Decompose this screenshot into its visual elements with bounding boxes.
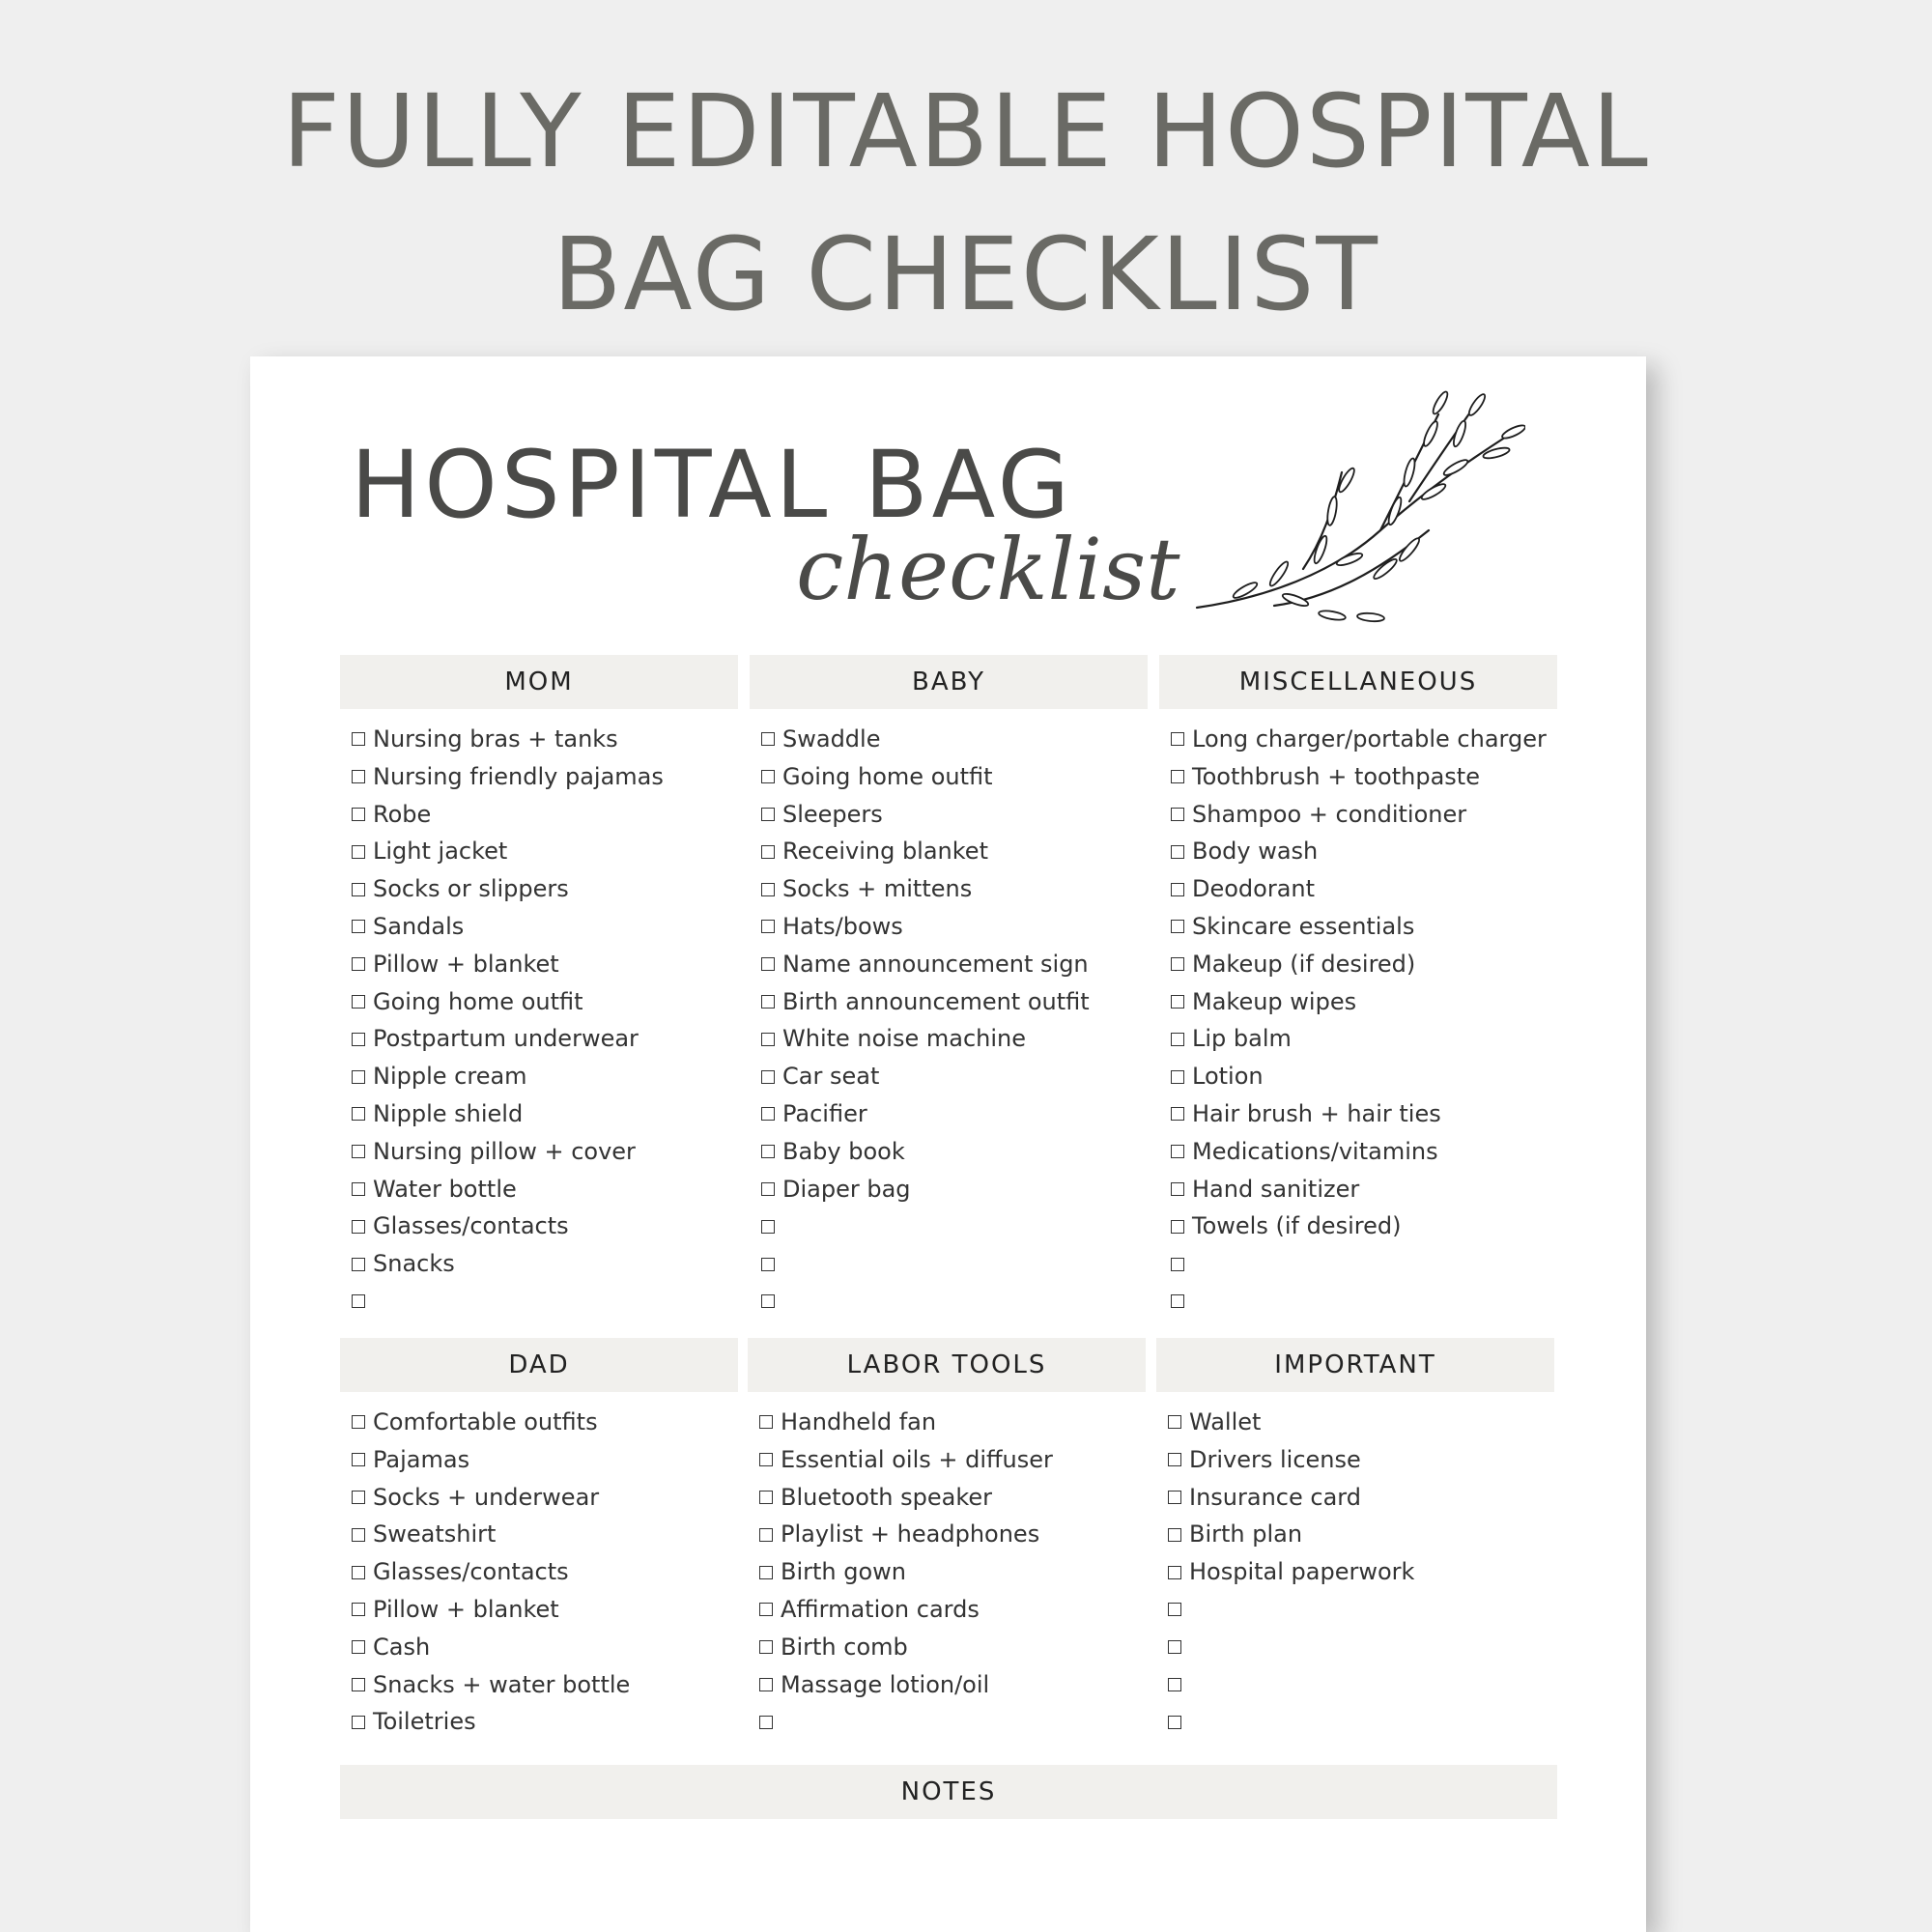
checkbox-icon[interactable] [1168, 1415, 1181, 1429]
section-labor-tools [748, 1338, 1146, 1741]
list-item[interactable] [761, 1208, 1148, 1245]
item-label: Medications/vitamins [1192, 1137, 1438, 1165]
list-item[interactable] [761, 833, 1148, 870]
list-item[interactable] [761, 1095, 1148, 1133]
item-label: Bluetooth speaker [781, 1483, 993, 1511]
item-label: Pajamas [373, 1445, 470, 1473]
list-item[interactable] [761, 796, 1148, 834]
checkbox-icon[interactable] [1171, 808, 1184, 821]
checkbox-icon[interactable] [352, 1294, 365, 1308]
checkbox-icon[interactable] [761, 1182, 775, 1196]
list-item[interactable] [1171, 1283, 1557, 1321]
list-item[interactable] [761, 983, 1148, 1021]
item-label: Socks + underwear [373, 1483, 600, 1511]
item-label: Wallet [1189, 1408, 1262, 1435]
list-item[interactable] [352, 1283, 738, 1321]
checkbox-icon[interactable] [759, 1491, 773, 1504]
list-item[interactable] [1171, 796, 1557, 834]
item-label: Glasses/contacts [373, 1558, 569, 1586]
item-label: Long charger/portable charger [1192, 725, 1547, 753]
item-label: Affirmation cards [781, 1595, 980, 1623]
checkbox-icon[interactable] [352, 1415, 365, 1429]
list-item[interactable] [761, 870, 1148, 908]
checkbox-icon[interactable] [1168, 1453, 1181, 1466]
checkbox-icon[interactable] [761, 1070, 775, 1084]
list-item[interactable] [761, 908, 1148, 946]
checkbox-icon[interactable] [352, 1716, 365, 1729]
item-label: Massage lotion/oil [781, 1670, 990, 1698]
section-mom [340, 655, 738, 1321]
item-label: Glasses/contacts [373, 1212, 569, 1240]
item-label: Birth gown [781, 1558, 907, 1586]
checkbox-icon[interactable] [352, 995, 365, 1009]
list-item[interactable] [761, 1133, 1148, 1171]
item-label: Baby book [782, 1137, 905, 1165]
item-label: Snacks + water bottle [373, 1670, 631, 1698]
list-item[interactable] [1171, 983, 1557, 1021]
item-label: Postpartum underwear [373, 1025, 639, 1053]
list-item[interactable] [1168, 1666, 1554, 1704]
list-item[interactable] [1171, 833, 1557, 870]
item-label: Nipple shield [373, 1099, 524, 1127]
item-label: Socks + mittens [782, 875, 973, 903]
list-item[interactable] [1171, 1020, 1557, 1058]
item-label: Birth announcement outfit [782, 987, 1090, 1015]
item-label: Comfortable outfits [373, 1408, 598, 1435]
list-item[interactable] [352, 833, 738, 870]
checklist-sheet [250, 356, 1646, 1932]
item-label: Playlist + headphones [781, 1520, 1040, 1548]
item-label: Going home outfit [782, 762, 993, 790]
checkbox-icon[interactable] [761, 1294, 775, 1308]
list-item[interactable] [759, 1441, 1146, 1479]
checkbox-icon[interactable] [761, 995, 775, 1009]
item-label: Toothbrush + toothpaste [1192, 762, 1480, 790]
list-item[interactable] [759, 1666, 1146, 1704]
section-header-baby: BABY [750, 655, 1148, 709]
checkbox-icon[interactable] [761, 1220, 775, 1234]
list-item[interactable] [1171, 908, 1557, 946]
list-item[interactable] [759, 1516, 1146, 1553]
checkbox-icon[interactable] [352, 808, 365, 821]
checkbox-icon[interactable] [761, 957, 775, 971]
item-label: Lip balm [1192, 1025, 1292, 1053]
list-item[interactable] [759, 1404, 1146, 1441]
list-item[interactable] [352, 1245, 738, 1283]
list-item[interactable] [352, 1095, 738, 1133]
list-item[interactable] [352, 1666, 738, 1704]
checkbox-icon[interactable] [761, 732, 775, 746]
checkbox-icon[interactable] [352, 957, 365, 971]
checkbox-icon[interactable] [1168, 1566, 1181, 1579]
checkbox-icon[interactable] [761, 883, 775, 896]
list-item[interactable] [761, 946, 1148, 983]
list-item[interactable] [1168, 1553, 1554, 1591]
item-label: Hospital paperwork [1189, 1558, 1415, 1586]
item-label: Lotion [1192, 1063, 1264, 1091]
list-item[interactable] [352, 1133, 738, 1171]
section-miscellaneous [1159, 655, 1557, 1321]
item-label: Makeup (if desired) [1192, 950, 1416, 978]
checkbox-icon[interactable] [761, 770, 775, 783]
checkbox-icon[interactable] [352, 1145, 365, 1158]
checkbox-icon[interactable] [761, 1033, 775, 1046]
checkbox-icon[interactable] [759, 1603, 773, 1616]
list-item[interactable] [1171, 758, 1557, 796]
checkbox-icon[interactable] [352, 1491, 365, 1504]
promo-heading [0, 60, 1932, 346]
checkbox-icon[interactable] [761, 920, 775, 933]
checklist-important [1156, 1392, 1554, 1741]
promo-heading-line-2: BAG CHECKLIST [553, 215, 1379, 333]
item-label: Water bottle [373, 1175, 517, 1203]
item-label: Insurance card [1189, 1483, 1361, 1511]
item-label: Pillow + blanket [373, 950, 559, 978]
checkbox-icon[interactable] [1171, 1294, 1184, 1308]
item-label: Pillow + blanket [373, 1595, 559, 1623]
list-item[interactable] [352, 1171, 738, 1208]
list-item[interactable] [352, 721, 738, 758]
promo-heading-line-1: FULLY EDITABLE HOSPITAL [282, 72, 1650, 190]
list-item[interactable] [761, 1283, 1148, 1321]
item-label: Shampoo + conditioner [1192, 800, 1467, 828]
list-item[interactable] [352, 758, 738, 796]
list-item[interactable] [352, 1020, 738, 1058]
section-header-notes: NOTES [340, 1765, 1557, 1819]
list-item[interactable] [1168, 1591, 1554, 1629]
list-item[interactable] [1168, 1516, 1554, 1553]
checkbox-icon[interactable] [759, 1678, 773, 1691]
checkbox-icon[interactable] [352, 1453, 365, 1466]
item-label: Nipple cream [373, 1063, 527, 1091]
item-label: Snacks [373, 1250, 455, 1278]
checkbox-icon[interactable] [761, 808, 775, 821]
section-header-dad: DAD [340, 1338, 738, 1392]
item-label: Deodorant [1192, 875, 1316, 903]
section-important [1156, 1338, 1554, 1741]
checkbox-icon[interactable] [1171, 1145, 1184, 1158]
checkbox-icon[interactable] [352, 920, 365, 933]
section-baby [750, 655, 1148, 1321]
item-label: Birth comb [781, 1633, 908, 1661]
checklist-miscellaneous [1159, 709, 1557, 1321]
checkbox-icon[interactable] [1171, 957, 1184, 971]
item-label: Toiletries [373, 1708, 476, 1736]
list-item[interactable] [761, 1171, 1148, 1208]
checklist-baby [750, 709, 1148, 1321]
checkbox-icon[interactable] [1168, 1491, 1181, 1504]
list-item[interactable] [352, 1058, 738, 1095]
checkbox-icon[interactable] [759, 1453, 773, 1466]
item-label: White noise machine [782, 1025, 1027, 1053]
item-label: Nursing bras + tanks [373, 725, 618, 753]
sheet-subtitle: checklist [796, 520, 1180, 619]
item-label: Cash [373, 1633, 431, 1661]
checkbox-icon[interactable] [1171, 995, 1184, 1009]
item-label: Light jacket [373, 838, 508, 866]
checkbox-icon[interactable] [1171, 1258, 1184, 1271]
list-item[interactable] [352, 983, 738, 1021]
item-label: Towels (if desired) [1192, 1212, 1402, 1240]
list-item[interactable] [1168, 1703, 1554, 1741]
item-label: Sandals [373, 912, 465, 940]
section-dad [340, 1338, 738, 1741]
checkbox-icon[interactable] [1168, 1640, 1181, 1654]
item-label: Going home outfit [373, 987, 583, 1015]
item-label: Sleepers [782, 800, 883, 828]
checkbox-icon[interactable] [761, 1258, 775, 1271]
list-item[interactable] [1168, 1479, 1554, 1517]
checkbox-icon[interactable] [1171, 920, 1184, 933]
checkbox-icon[interactable] [352, 1258, 365, 1271]
checkbox-icon[interactable] [352, 1603, 365, 1616]
item-label: Drivers license [1189, 1445, 1361, 1473]
list-item[interactable] [352, 1591, 738, 1629]
list-item[interactable] [1168, 1404, 1554, 1441]
checkbox-icon[interactable] [1171, 770, 1184, 783]
list-item[interactable] [1171, 1058, 1557, 1095]
checkbox-icon[interactable] [759, 1415, 773, 1429]
list-item[interactable] [759, 1703, 1146, 1741]
checkbox-icon[interactable] [352, 1033, 365, 1046]
checkbox-icon[interactable] [759, 1640, 773, 1654]
list-item[interactable] [352, 908, 738, 946]
item-label: Name announcement sign [782, 950, 1089, 978]
list-item[interactable] [1171, 1208, 1557, 1245]
list-item[interactable] [761, 1020, 1148, 1058]
checklist-dad [340, 1392, 738, 1741]
list-item[interactable] [759, 1629, 1146, 1666]
list-item[interactable] [1171, 870, 1557, 908]
list-item[interactable] [352, 1404, 738, 1441]
checkbox-icon[interactable] [759, 1566, 773, 1579]
checkbox-icon[interactable] [352, 1070, 365, 1084]
list-item[interactable] [759, 1591, 1146, 1629]
item-label: Car seat [782, 1063, 880, 1091]
checkbox-icon[interactable] [761, 1107, 775, 1121]
list-item[interactable] [352, 870, 738, 908]
checkbox-icon[interactable] [1171, 1070, 1184, 1084]
list-item[interactable] [759, 1479, 1146, 1517]
section-notes [340, 1765, 1557, 1819]
list-item[interactable] [1171, 1245, 1557, 1283]
list-item[interactable] [761, 1058, 1148, 1095]
item-label: Makeup wipes [1192, 987, 1357, 1015]
checkbox-icon[interactable] [1168, 1716, 1181, 1729]
checkbox-icon[interactable] [761, 1145, 775, 1158]
checkbox-icon[interactable] [352, 1640, 365, 1654]
item-label: Hats/bows [782, 912, 903, 940]
item-label: Handheld fan [781, 1408, 937, 1435]
item-label: Essential oils + diffuser [781, 1445, 1053, 1473]
item-label: Receiving blanket [782, 838, 988, 866]
list-item[interactable] [1171, 1095, 1557, 1133]
list-item[interactable] [352, 946, 738, 983]
checkbox-icon[interactable] [1168, 1528, 1181, 1542]
checkbox-icon[interactable] [352, 1182, 365, 1196]
list-item[interactable] [352, 1703, 738, 1741]
list-item[interactable] [352, 796, 738, 834]
checkbox-icon[interactable] [352, 1220, 365, 1234]
list-item[interactable] [352, 1516, 738, 1553]
item-label: Pacifier [782, 1099, 867, 1127]
item-label: Birth plan [1189, 1520, 1303, 1548]
list-item[interactable] [761, 721, 1148, 758]
list-item[interactable] [352, 1479, 738, 1517]
checkbox-icon[interactable] [352, 770, 365, 783]
list-item[interactable] [352, 1441, 738, 1479]
checkbox-icon[interactable] [352, 883, 365, 896]
list-item[interactable] [1171, 1133, 1557, 1171]
checkbox-icon[interactable] [1171, 1182, 1184, 1196]
item-label: Hand sanitizer [1192, 1175, 1360, 1203]
list-item[interactable] [1168, 1441, 1554, 1479]
checkbox-icon[interactable] [352, 732, 365, 746]
checkbox-icon[interactable] [352, 1678, 365, 1691]
list-item[interactable] [761, 1245, 1148, 1283]
checkbox-icon[interactable] [1171, 1220, 1184, 1234]
list-item[interactable] [1168, 1629, 1554, 1666]
sheet-title: HOSPITAL BAG [351, 431, 1073, 539]
checkbox-icon[interactable] [1171, 845, 1184, 859]
checkbox-icon[interactable] [1171, 883, 1184, 896]
list-item[interactable] [352, 1553, 738, 1591]
item-label: Sweatshirt [373, 1520, 497, 1548]
checkbox-icon[interactable] [352, 1566, 365, 1579]
leaf-branch-icon [1187, 376, 1525, 627]
checkbox-icon[interactable] [759, 1528, 773, 1542]
checkbox-icon[interactable] [1171, 1107, 1184, 1121]
section-header-labor-tools: LABOR TOOLS [748, 1338, 1146, 1392]
list-item[interactable] [352, 1629, 738, 1666]
item-label: Skincare essentials [1192, 912, 1415, 940]
list-item[interactable] [352, 1208, 738, 1245]
item-label: Robe [373, 800, 432, 828]
item-label: Hair brush + hair ties [1192, 1099, 1441, 1127]
checkbox-icon[interactable] [352, 1107, 365, 1121]
section-header-important: IMPORTANT [1156, 1338, 1554, 1392]
checkbox-icon[interactable] [352, 845, 365, 859]
checklist-labor-tools [748, 1392, 1146, 1741]
checkbox-icon[interactable] [1171, 1033, 1184, 1046]
list-item[interactable] [759, 1553, 1146, 1591]
list-item[interactable] [1171, 1171, 1557, 1208]
item-label: Diaper bag [782, 1175, 911, 1203]
section-header-mom: MOM [340, 655, 738, 709]
checkbox-icon[interactable] [1171, 732, 1184, 746]
item-label: Nursing friendly pajamas [373, 762, 664, 790]
item-label: Swaddle [782, 725, 881, 753]
checkbox-icon[interactable] [759, 1716, 773, 1729]
checkbox-icon[interactable] [1168, 1603, 1181, 1616]
section-header-miscellaneous: MISCELLANEOUS [1159, 655, 1557, 709]
item-label: Nursing pillow + cover [373, 1137, 636, 1165]
checkbox-icon[interactable] [352, 1528, 365, 1542]
item-label: Body wash [1192, 838, 1319, 866]
item-label: Socks or slippers [373, 875, 569, 903]
list-item[interactable] [761, 758, 1148, 796]
list-item[interactable] [1171, 721, 1557, 758]
checkbox-icon[interactable] [1168, 1678, 1181, 1691]
list-item[interactable] [1171, 946, 1557, 983]
checkbox-icon[interactable] [761, 845, 775, 859]
checklist-mom [340, 709, 738, 1321]
